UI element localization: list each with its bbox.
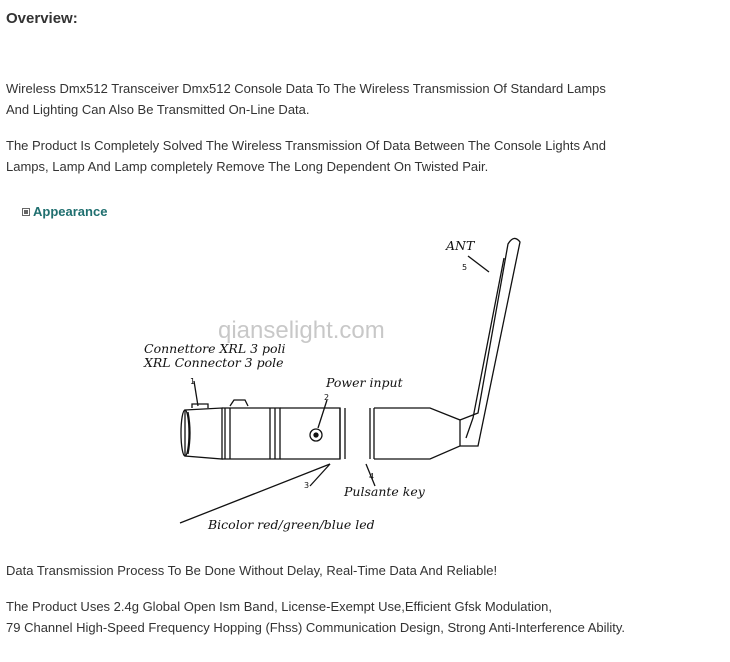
product-line: The Product Is Completely Solved The Wireless Transmission Of Data Between The Console Lights And bbox=[6, 138, 606, 153]
connector-label-line2: XRL Connector 3 pole bbox=[144, 355, 284, 370]
intro-line: And Lighting Can Also Be Transmitted On-Line Data. bbox=[6, 102, 310, 117]
appearance-heading bbox=[22, 204, 107, 219]
square-bullet-icon bbox=[22, 208, 30, 216]
appearance-label: Appearance bbox=[33, 204, 108, 219]
band-line: 79 Channel High-Speed Frequency Hopping (Fhss) Communication Design, Strong Anti-Interference Ability. bbox=[6, 620, 626, 635]
transceiver-diagram bbox=[130, 228, 550, 548]
power-input-number: 2 bbox=[324, 393, 330, 402]
band-line: The Product Uses 2.4g Global Open Ism Band, License-Exempt Use,Efficient Gfsk Modulation, bbox=[6, 599, 553, 614]
intro-line: Wireless Dmx512 Transceiver Dmx512 Console Data To The Wireless Transmission Of Standard Lamps bbox=[6, 81, 606, 96]
connector-number: 1 bbox=[190, 377, 196, 386]
intro-paragraph bbox=[6, 78, 606, 120]
ant-label: ANT bbox=[446, 238, 475, 253]
key-number: 4 bbox=[369, 472, 375, 481]
pulsante-key-label: Pulsante key bbox=[344, 484, 425, 499]
connector-label-line1: Connettore XRL 3 poli bbox=[144, 341, 286, 356]
watermark: qianselight.com bbox=[218, 317, 385, 344]
led-number: 3 bbox=[304, 481, 310, 490]
product-line: Lamps, Lamp And Lamp completely Remove The Long Dependent On Twisted Pair. bbox=[6, 159, 489, 174]
bicolor-led-label: Bicolor red/green/blue led bbox=[208, 517, 375, 532]
transmission-line: Data Transmission Process To Be Done Without Delay, Real-Time Data And Reliable! bbox=[6, 563, 498, 578]
ant-number: 5 bbox=[462, 263, 468, 272]
overview-heading: Overview: bbox=[6, 10, 78, 27]
power-input-label: Power input bbox=[326, 375, 403, 390]
product-paragraph bbox=[6, 135, 606, 177]
band-paragraph bbox=[6, 596, 625, 638]
